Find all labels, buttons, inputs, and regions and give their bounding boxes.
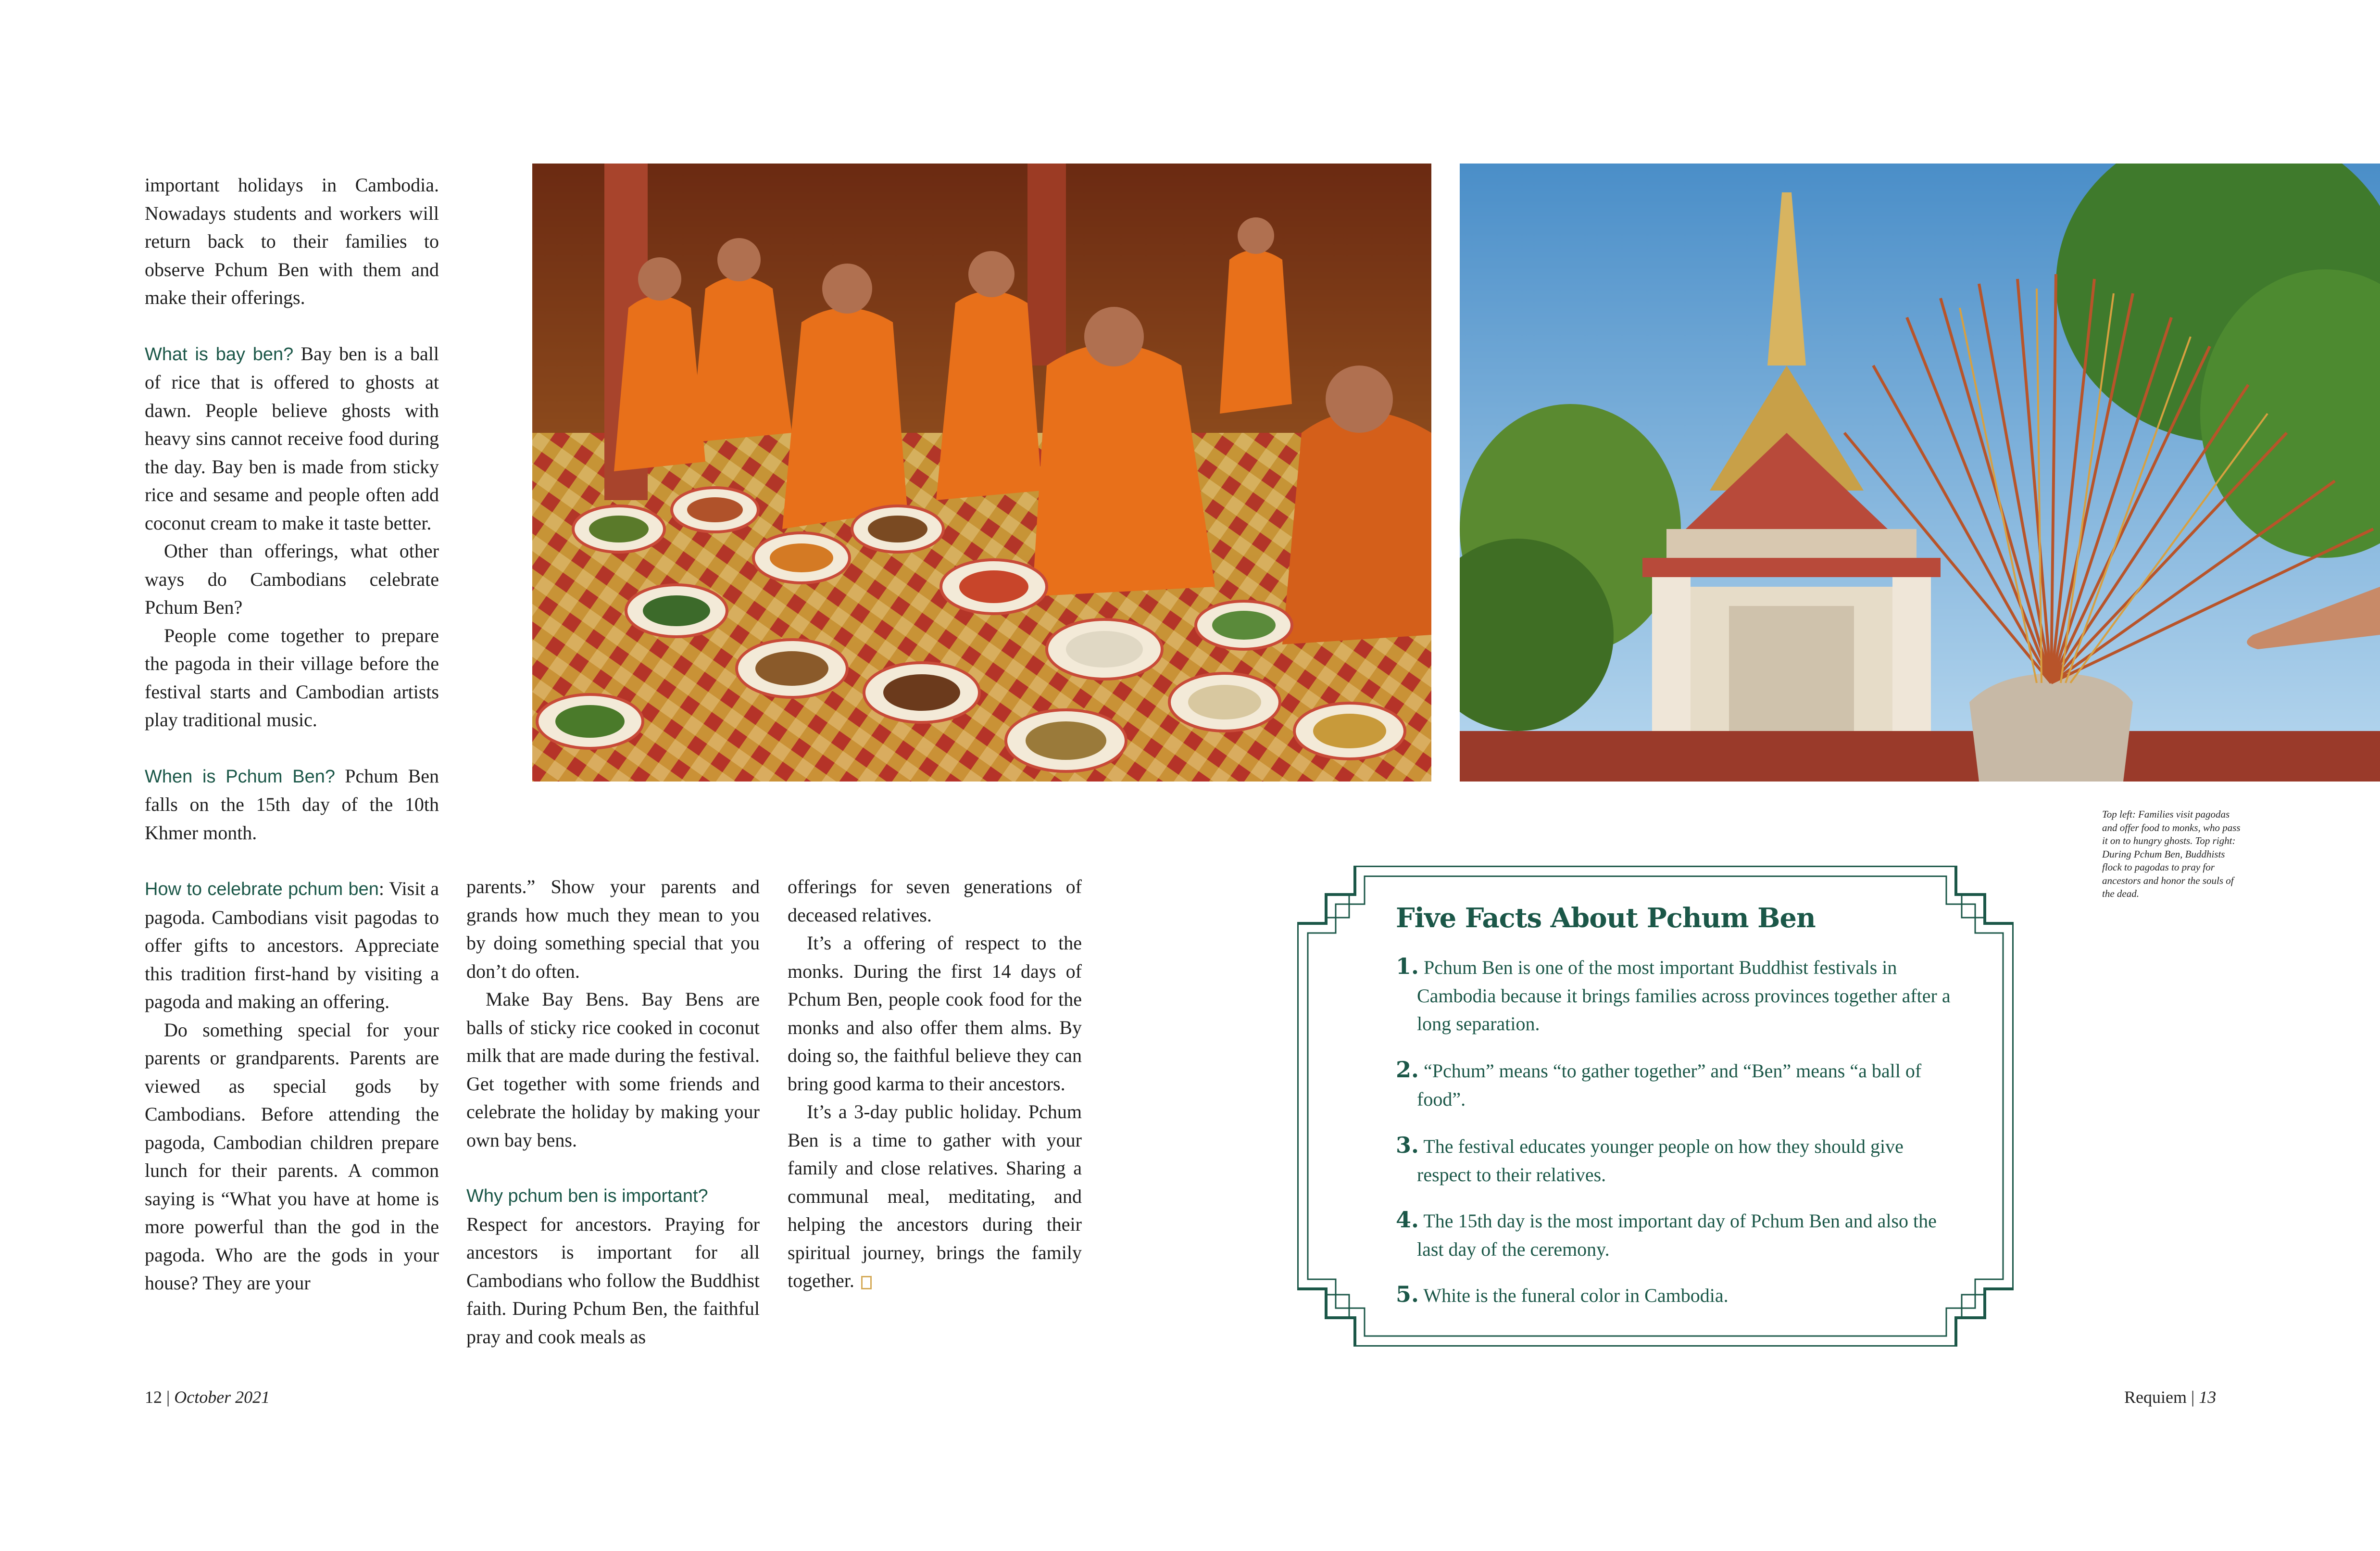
fact-item bbox=[1396, 1131, 1955, 1189]
folio-left bbox=[145, 1387, 270, 1407]
article-column-2 bbox=[466, 873, 760, 1351]
subheading: How to celebrate pchum ben bbox=[145, 879, 379, 899]
fact-item bbox=[1396, 1206, 1955, 1263]
photo-monks-illustration bbox=[532, 164, 1431, 782]
fact-text: The festival educates younger people on how they should give respect to their relatives. bbox=[1417, 1135, 1904, 1185]
paragraph: It’s a offering of respect to the monks. During the first 14 days of Pchum Ben, people cook food for the monks and also offer them alms. By doing so, the faithful believe they can bring good karma to their ancestors. bbox=[788, 932, 1082, 1095]
fact-text: Pchum Ben is one of the most important Buddhist festivals in Cambodia because it brings families across provinces together after a long separation. bbox=[1417, 957, 1951, 1034]
subheading: Why pchum ben is important? bbox=[466, 1186, 708, 1206]
fact-number: 2. bbox=[1396, 1057, 1419, 1083]
fact-number: 5. bbox=[1396, 1281, 1419, 1307]
photo-incense-illustration bbox=[1460, 164, 2380, 782]
fact-item bbox=[1396, 952, 1955, 1038]
photo-incense-at-pagoda bbox=[1460, 164, 2380, 782]
fact-number: 4. bbox=[1396, 1207, 1419, 1233]
paragraph: Other than offerings, what other ways do Cambodians celebrate Pchum Ben? bbox=[145, 540, 439, 618]
fact-text: White is the funeral color in Cambodia. bbox=[1423, 1285, 1729, 1306]
paragraph bbox=[466, 1182, 760, 1351]
paragraph bbox=[145, 762, 439, 847]
paragraph-text: Bay ben is a ball of rice that is offered to ghosts at dawn. People believe ghosts with heavy sins cannot receive food during the day. Bay ben is made from sticky rice and sesame and people often add coconut cream to make it taste better. bbox=[145, 342, 439, 534]
paragraph-text: : Visit a pagoda. Cambodians visit pagodas to offer gifts to ancestors. Appreciate this tradition first-hand by visiting a pagoda and making an offering. bbox=[145, 878, 439, 1012]
fact-text: “Pchum” means “to gather together” and “Ben” means “a ball of food”. bbox=[1417, 1060, 1922, 1110]
article-column-1 bbox=[145, 171, 439, 1298]
paragraph bbox=[145, 875, 439, 1016]
paragraph-text: Pchum Ben falls on the 15th day of the 10th Khmer month. bbox=[145, 765, 439, 844]
folio-separator: | bbox=[162, 1387, 175, 1407]
paragraph-text: Respect for ancestors. Praying for ancestors is important for all Cambodians who follow the Buddhist faith. During Pchum Ben, the faithful pray and cook meals as bbox=[466, 1213, 760, 1348]
magazine-title: Requiem bbox=[2124, 1387, 2187, 1407]
paragraph-text: It’s a 3-day public holiday. Pchum Ben is a time to gather with your family and close relatives. Sharing a communal meal, meditating, and helping the ancestors during their spiritual journey, brings the family together. bbox=[788, 1101, 1082, 1291]
five-facts-sidebar bbox=[1297, 866, 2014, 1347]
folio-separator: | bbox=[2186, 1387, 2199, 1407]
issue-date: October 2021 bbox=[174, 1387, 270, 1407]
paragraph bbox=[145, 340, 439, 538]
subheading: When is Pchum Ben? bbox=[145, 766, 336, 787]
paragraph: Do something special for your parents or grandparents. Parents are viewed as special gods by Cambodians. Before attending the pagoda, Cambodian children prepare lunch for their parents. A common saying is “What you have at home is more powerful than the god in the pagoda. Who are the gods in your house? They are your bbox=[145, 1019, 439, 1294]
folio-right bbox=[2124, 1387, 2216, 1407]
page-number-right: 13 bbox=[2199, 1387, 2217, 1407]
paragraph: offerings for seven generations of deceased relatives. bbox=[788, 876, 1082, 926]
fact-item bbox=[1396, 1280, 1955, 1310]
paragraph: People come together to prepare the pagoda in their village before the festival starts and Cambodian artists play traditional music. bbox=[145, 624, 439, 731]
fact-item bbox=[1396, 1056, 1955, 1113]
fact-number: 3. bbox=[1396, 1132, 1419, 1158]
paragraph: important holidays in Cambodia. Nowadays students and workers will return back to their families to observe Pchum Ben with them and make their offerings. bbox=[145, 174, 439, 308]
facts-title: Five Facts About Pchum Ben bbox=[1396, 902, 1816, 934]
paragraph: parents.” Show your parents and grands how much they mean to you by doing something special that you don’t do often. bbox=[466, 876, 760, 982]
end-of-article-mark-icon bbox=[861, 1276, 872, 1289]
photo-monks-food-offerings bbox=[532, 164, 1431, 782]
fact-number: 1. bbox=[1396, 953, 1419, 979]
subheading: What is bay ben? bbox=[145, 344, 294, 365]
paragraph bbox=[788, 1098, 1082, 1295]
paragraph: Make Bay Bens. Bay Bens are balls of sticky rice cooked in coconut milk that are made during the festival. Get together with some friends and celebrate the holiday by making your own bay bens. bbox=[466, 988, 760, 1151]
fact-text: The 15th day is the most important day of Pchum Ben and also the last day of the ceremony. bbox=[1417, 1210, 1937, 1260]
article-column-3 bbox=[788, 873, 1082, 1295]
page-number-left: 12 bbox=[145, 1387, 162, 1407]
photo-caption: Top left: Families visit pagodas and offer food to monks, who pass it on to hungry ghosts. Top right: During Pchum Ben, Buddhists flock to pagodas to pray for ancestors and honor the souls of the dead. bbox=[2102, 808, 2241, 899]
